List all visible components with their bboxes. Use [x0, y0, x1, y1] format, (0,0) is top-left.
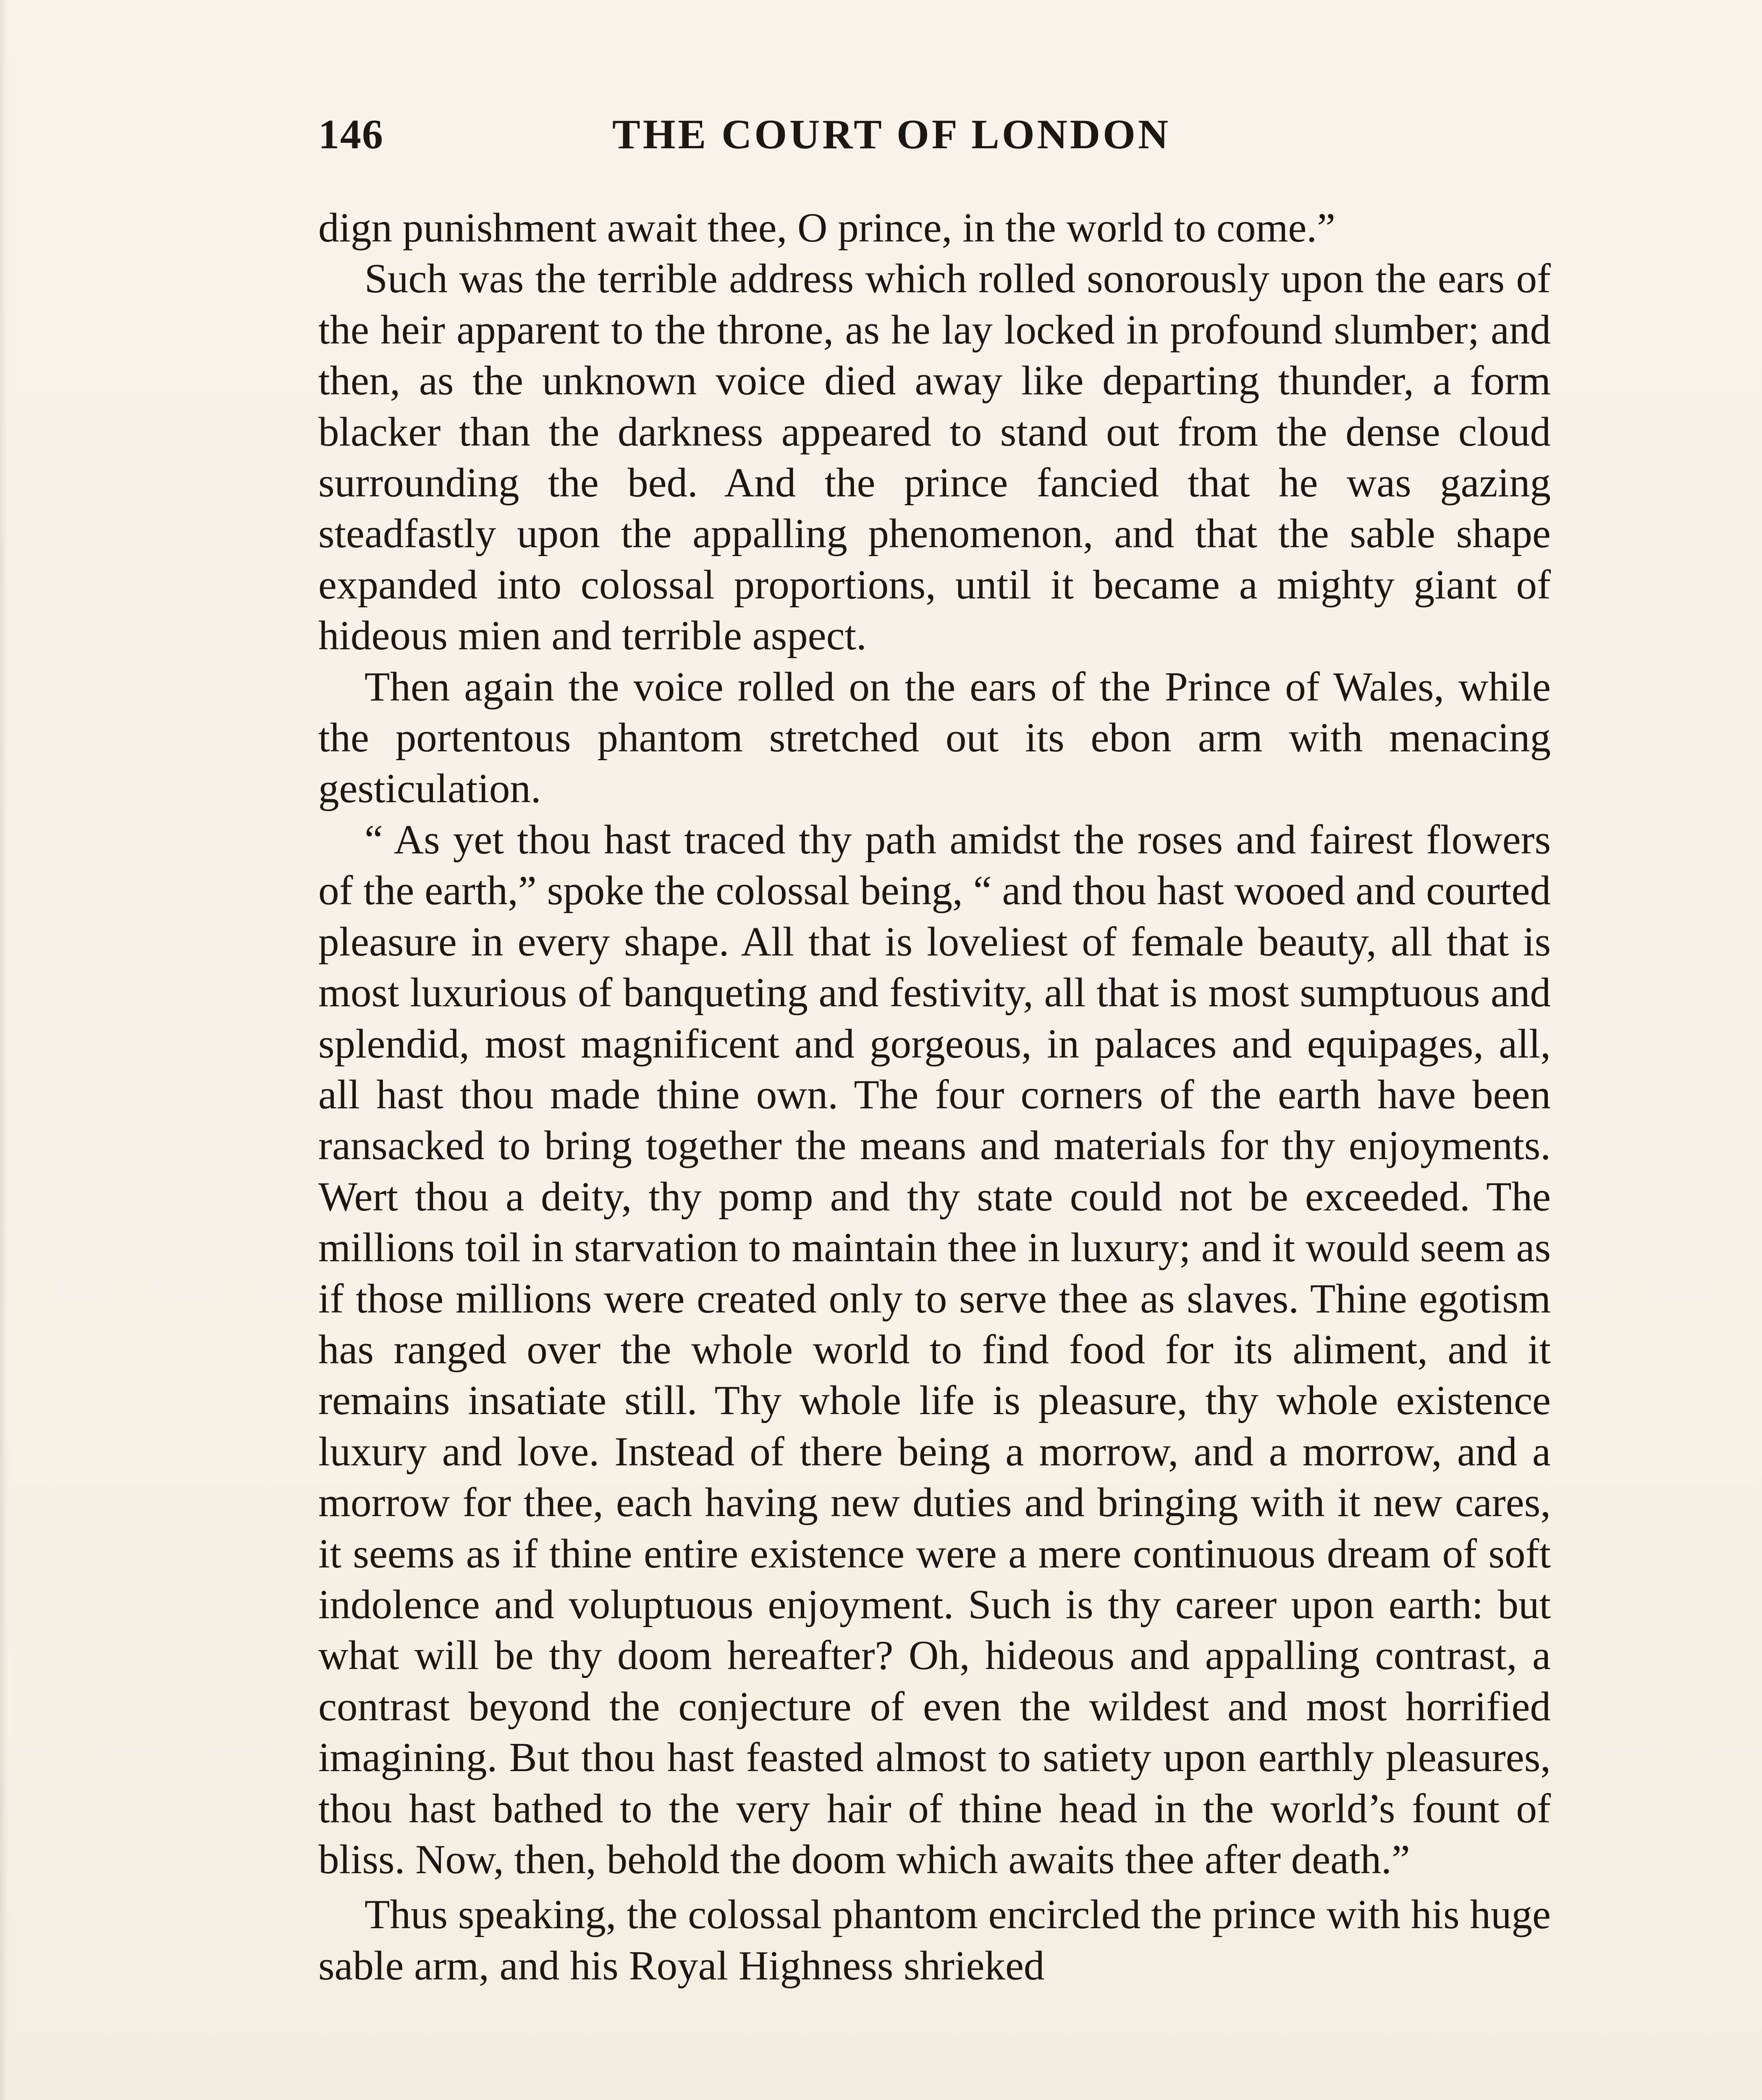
page-header: [318, 110, 1557, 169]
paragraph: Thus speaking, the colossal phantom encircled the prince with his huge sable arm, and his Royal Highness shrieked: [318, 1892, 1551, 1989]
paragraph: Such was the terrible address which rolled sonorously upon the ears of the heir apparent to the throne, as he lay locked in profound slumber; and then, as the unknown voice died away like departing thunder, a form blacker than the darkness appeared to stand out from the dense cloud surrounding the bed. And the prince fancied that he was gazing steadfastly upon the appalling phenomenon, and that the sable shape expanded into colossal proportions, until it became a mighty giant of hideous mien and terrible aspect.: [318, 256, 1551, 659]
page-edge-shadow: [0, 0, 8, 2100]
paragraph: Then again the voice rolled on the ears of the Prince of Wales, while the portentous phantom stretched out its ebon arm with menacing gesticulation.: [318, 664, 1551, 812]
paragraph-continued: dign punishment await thee, O prince, in the world to come.”: [318, 205, 1336, 251]
page-number: 146: [318, 111, 384, 158]
paragraph-speech: “ As yet thou hast traced thy path amidst the roses and fairest flowers of the earth,” spoke the colossal being, “ and thou hast wooed and courted pleasure in every shape. All that is loveliest of female beauty, all that is most luxurious of banqueting and festivity, all that is most sumptuous and splendid, most magnificent and gorgeous, in palaces and equipages, all, all hast thou made thine own. The four corners of the earth have been ransacked to bring together the means and materials for thy enjoyments. Wert thou a deity, thy pomp and thy state could not be exceeded. The millions toil in starvation to maintain thee in luxury; and it would seem as if those millions were created only to serve thee as slaves. Thine egotism has ranged over the whole world to find food for its aliment, and it remains insatiate still. Thy whole life is pleasure, thy whole existence luxury and love. Instead of there being a morrow, and a morrow, and a morrow for thee, each having new duties and bringing with it new cares, it seems as if thine entire existence were a mere continuous dream of soft indolence and voluptuous enjoyment. Such is thy career upon earth: but what will be thy doom hereafter? Oh, hideous and appalling contrast, a contrast beyond the conjecture of even the wildest and most horrified imagining. But thou hast feasted almost to satiety upon earthly pleasures, thou hast bathed to the very hair of thine head in the world’s fount of bliss. Now, then, behold the doom which awaits thee after death.”: [318, 816, 1551, 1882]
running-title: THE COURT OF LONDON: [612, 111, 1171, 158]
body-text: [318, 202, 1551, 1991]
